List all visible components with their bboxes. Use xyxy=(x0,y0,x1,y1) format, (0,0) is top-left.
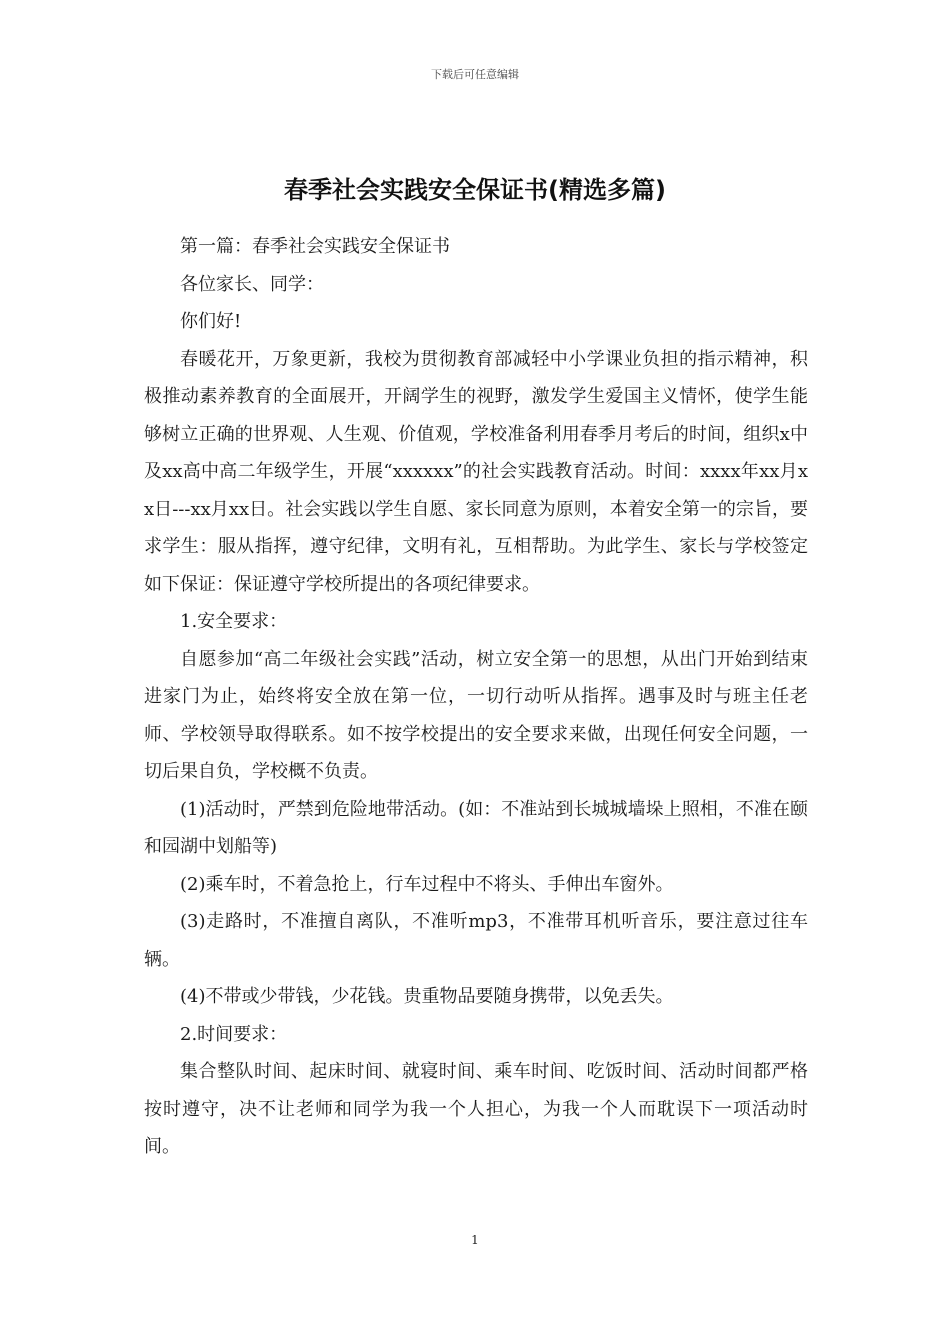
subheading-time: 2.时间要求： xyxy=(180,1023,288,1045)
list-item: (1)活动时，严禁到危险地带活动。(如：不准站到长城城墙垛上照相，不准在颐和园湖中划船等) xyxy=(144,798,808,857)
subheading-safety: 1.安全要求： xyxy=(180,611,288,632)
document-body xyxy=(144,228,808,1166)
list-item: (2)乘车时，不着急抢上，行车过程中不将头、手伸出车窗外。 xyxy=(180,873,674,895)
list-item: (3)走路时，不准擅自离队，不准听mp3，不准带耳机听音乐，要注意过往车辆。 xyxy=(144,911,808,970)
greeting: 你们好! xyxy=(180,311,242,332)
body-paragraph: 春暖花开，万象更新，我校为贯彻教育部减轻中小学课业负担的指示精神，积极推动素养教育的全面展开，开阔学生的视野，激发学生爱国主义情怀，使学生能够树立正确的世界观、人生观、价值观，学校准备利用春季月考后的时间，组织x中及xx高中高二年级学生，开展“xxxxxx”的社会实践教育活动。时间：xxxx年xx月xx日---xx月xx日。社会实践以学生自愿、家长同意为原则，本着安全第一的宗旨，要求学生：服从指挥，遵守纪律，文明有礼，互相帮助。为此学生、家长与学校签定如下保证：保证遵守学校所提出的各项纪律要求。 xyxy=(144,348,808,595)
salutation: 各位家长、同学： xyxy=(180,273,324,295)
page-number: 1 xyxy=(471,1233,479,1247)
header-note: 下载后可任意编辑 xyxy=(431,68,519,81)
section-heading: 第一篇：春季社会实践安全保证书 xyxy=(180,236,450,257)
body-paragraph: 自愿参加“高二年级社会实践”活动，树立安全第一的思想，从出门开始到结束进家门为止，始终将安全放在第一位，一切行动听从指挥。遇事及时与班主任老师、学校领导取得联系。如不按学校提出的安全要求来做，出现任何安全问题，一切后果自负，学校概不负责。 xyxy=(144,648,808,782)
body-paragraph: 集合整队时间、起床时间、就寝时间、乘车时间、吃饭时间、活动时间都严格按时遵守，决不让老师和同学为我一个人担心，为我一个人而耽误下一项活动时间。 xyxy=(144,1061,808,1157)
document-title: 春季社会实践安全保证书(精选多篇) xyxy=(284,176,666,205)
list-item: (4)不带或少带钱，少花钱。贵重物品要随身携带，以免丢失。 xyxy=(180,986,674,1007)
